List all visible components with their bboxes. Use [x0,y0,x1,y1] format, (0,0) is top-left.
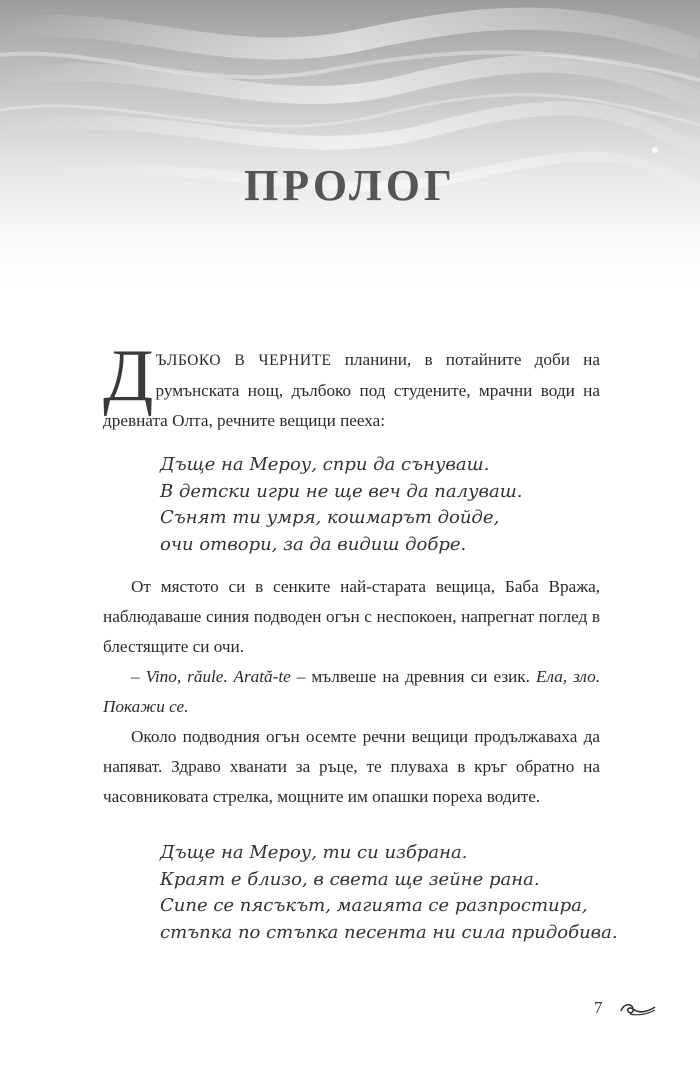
opening-paragraph [103,335,600,436]
opening-smallcaps: ЪЛБОКО В ЧЕРНИТЕ [155,352,332,369]
verse-stanza-2 [160,840,618,946]
verse-line: В детски игри не ще веч да палуваш. [160,480,523,502]
verse-line: очи отвори, за да видиш добре. [160,533,467,555]
verse-line: Дъще на Мероу, ти си избрана. [160,842,468,863]
verse-line: Дъще на Мероу, спри да сънуваш. [160,454,490,475]
verse-line: стъпка по стъпка песента ни сила придобива. [160,921,618,943]
drop-cap: Д [103,335,154,417]
paragraph: От мястото си в сенките най-старата вещица, Баба Вража, наблюдаваше синия подводен огън с неспокоен, напрегнат поглед в блестящите си очи. [103,577,600,656]
chapter-title: ПРОЛОГ [244,161,456,210]
dialog-tag: – мълвеше на древния си език. [290,667,536,686]
dialog-paragraph [103,662,600,722]
verse-line: Сипе се пясъкът, магията се разпростира, [160,895,588,916]
body-paragraphs [103,572,600,812]
verse-line: Краят е близо, в света ще зейне рана. [160,868,540,890]
page-number: 7 [594,998,603,1017]
translation-text: Ела, зло. Покажи се. [103,667,601,716]
wave-ornament-icon [618,1000,658,1018]
foreign-speech: – Vino, răule. Arată-te [131,667,291,686]
paragraph: Около подводния огън осемте речни вещици продължаваха да напяват. Здраво хванати за ръце, те плуваха в кръг обратно на часовниковата стрелка, мощните им опашки пореха водите. [103,727,600,806]
water-header-image [0,0,700,300]
verse-stanza-1 [160,452,590,558]
verse-line: Сънят ти умря, кошмарът дойде, [160,507,500,528]
opening-rest: планини, в потайните доби на румънската нощ, дълбоко под студените, мрачни води на древната Олта, речните вещици пееха: [103,350,600,430]
